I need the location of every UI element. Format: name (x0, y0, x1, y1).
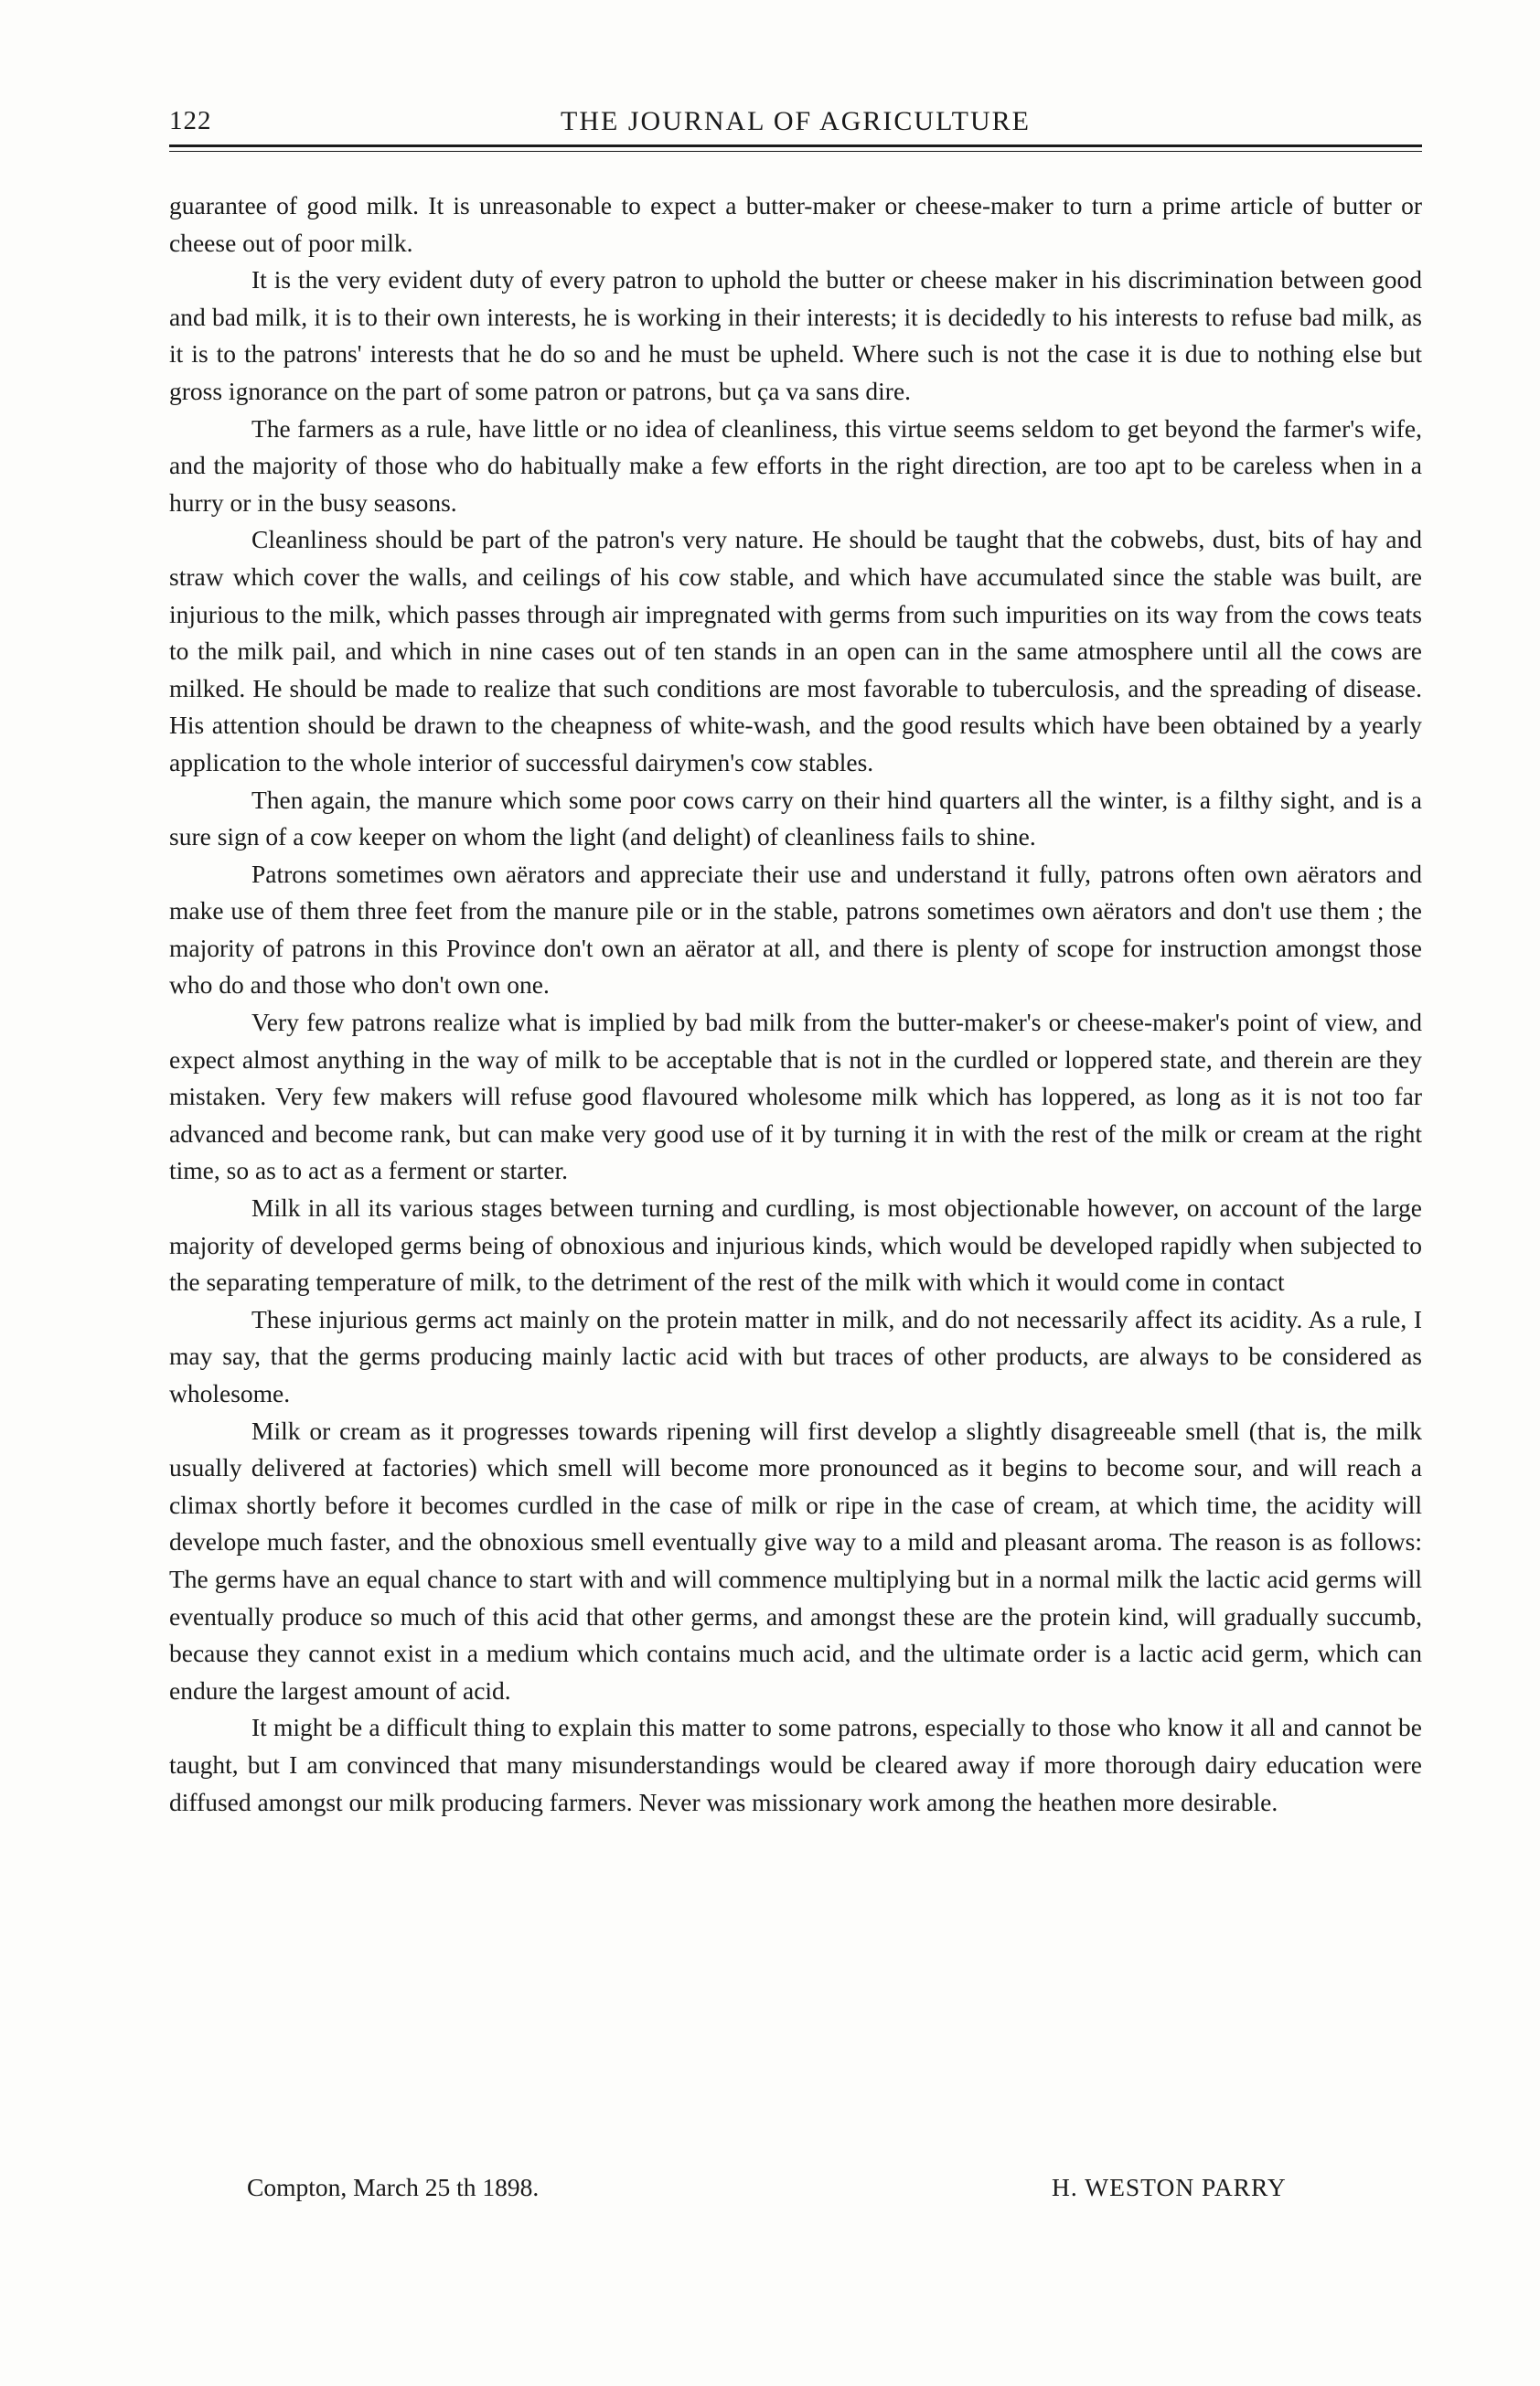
author-name: H. WESTON PARRY (1052, 2173, 1287, 2201)
paragraph: Very few patrons realize what is implied by bad milk from the butter-maker's or cheese-maker's point of view, and expect almost anything in the way of milk to be acceptable that is not in the curdled or loppered state, and therein are they mistaken. Very few makers will refuse good flavoured wholesome milk which has loppered, as long as it is not too far advanced and become rank, but can make very good use of it by turning it in with the rest of the milk or cream at the right time, so as to act as a ferment or starter. (169, 1008, 1422, 1185)
header-rule-thin (169, 151, 1422, 152)
paragraph: These injurious germs act mainly on the protein matter in milk, and do not necessarily affect its acidity. As a rule, I may say, that the germs producing mainly lactic acid with but traces of other products, are always to be considered as wholesome. (169, 1304, 1422, 1407)
paragraph: guarantee of good milk. It is unreasonable to expect a butter-maker or cheese-maker to turn a prime article of butter or cheese out of poor milk. (169, 191, 1422, 257)
paragraph: Milk in all its various stages between turning and curdling, is most objectionable however, on account of the large majority of developed germs being of obnoxious and injurious kinds, which would be developed rapidly when subjected to the separating temperature of milk, to the detriment of the rest of the milk with which it would come in contact (169, 1193, 1422, 1297)
paragraph: It is the very evident duty of every patron to uphold the butter or cheese maker in his discrimination between good and bad milk, it is to their own interests, he is working in their interests; it is decidedly to his interests to refuse bad milk, as it is to the patrons' interests that he do so and he must be upheld. Where such is not the case it is due to nothing else but gross ignorance on the part of some patron or patrons, but ça va sans dire. (169, 265, 1422, 405)
page-header (169, 99, 1422, 146)
running-title: THE JOURNAL OF AGRICULTURE (561, 106, 1031, 136)
paragraph: Patrons sometimes own aërators and appreciate their use and understand it fully, patrons often own aërators and make use of them three feet from the manure pile or in the stable, patrons sometimes own aërators and don't use them ; the majority of patrons in this Province don't own an aërator at all, and there is plenty of scope for instruction amongst those who do and those who don't own one. (169, 859, 1422, 1000)
paragraph: The farmers as a rule, have little or no idea of cleanliness, this virtue seems seldom to get beyond the farmer's wife, and the majority of those who do habitually make a few efforts in the right direction, are too apt to be careless when in a hurry or in the busy seasons. (169, 413, 1422, 517)
signature-line (0, 2173, 1540, 2209)
paragraph: Then again, the manure which some poor cows carry on their hind quarters all the winter, is a filthy sight, and is a sure sign of a cow keeper on whom the light (and delight) of cleanliness fails to shine. (169, 785, 1422, 851)
paragraph: Milk or cream as it progresses towards ripening will first develop a slightly disagreeable smell (that is, the milk usually delivered at factories) which smell will become more pronounced as it begins to become sour, and will reach a climax shortly before it becomes curdled in the case of milk or ripe in the case of cream, at which time, the acidity will develope much faster, and the obnoxious smell eventually give way to a mild and pleasant aroma. The reason is as follows: The germs have an equal chance to start with and will commence multiplying but in a normal milk the lactic acid germs will eventually produce so much of this acid that other germs, and amongst these are the protein kind, will gradually succumb, because they cannot exist in a medium which contains much acid, and the ultimate order is a lactic acid germ, which can endure the largest amount of acid. (169, 1416, 1422, 1705)
article-body (169, 187, 1422, 1821)
header-rule-thick (169, 144, 1422, 147)
paragraph: It might be a difficult thing to explain this matter to some patrons, especially to those who know it all and cannot be taught, but I am convinced that many misunderstandings would be cleared away if more thorough dairy education were diffused amongst our milk producing farmers. Never was missionary work among the heathen more desirable. (169, 1713, 1422, 1816)
paragraph: Cleanliness should be part of the patron's very nature. He should be taught that the cobwebs, dust, bits of hay and straw which cover the walls, and ceilings of his cow stable, and which have accumulated since the stable was built, are injurious to the milk, which passes through air impregnated with germs from such impurities on its way from the cows teats to the milk pail, and which in nine cases out of ten stands in an open can in the same atmosphere until all the cows are milked. He should be made to realize that such conditions are most favorable to tuberculosis, and the spreading of disease. His attention should be drawn to the cheapness of white-wash, and the good results which have been obtained by a yearly application to the whole interior of successful dairymen's cow stables. (169, 525, 1422, 776)
place-date: Compton, March 25 th 1898. (247, 2173, 540, 2201)
page-number: 122 (169, 106, 212, 135)
